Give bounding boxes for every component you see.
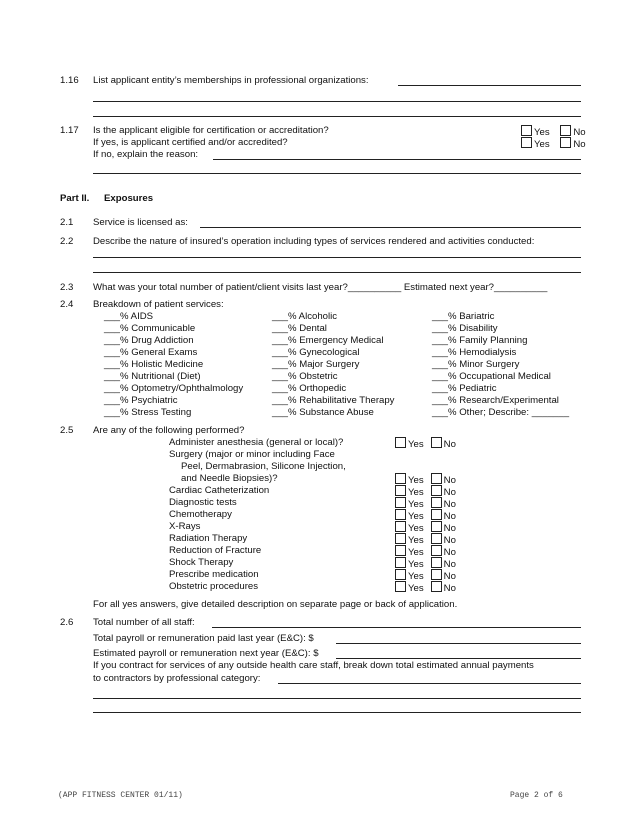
q24-text: Breakdown of patient services: [93,299,224,310]
yes-label: Yes [408,571,424,582]
service-item: ___% Communicable [104,323,196,334]
no-label: No [573,139,586,150]
no-label: No [443,499,456,510]
procedure-item: Diagnostic tests [169,497,237,508]
footer-page-number: Page 2 of 6 [510,791,563,800]
yes-checkbox[interactable] [521,125,532,136]
service-item: ___% Psychiatric [104,395,178,406]
q117-reason-field[interactable] [213,159,581,160]
no-checkbox[interactable] [560,125,571,136]
yes-checkbox[interactable] [521,137,532,148]
service-item: ___% Hemodialysis [432,347,517,358]
q117-question-2: If yes, is applicant certified and/or accredited? [93,137,288,148]
no-label: No [443,487,456,498]
q26-payroll-last-label: Total payroll or remuneration paid last year (E&C): $ [93,633,314,644]
q22-number: 2.2 [60,236,74,247]
service-item: ___% Stress Testing [104,407,192,418]
service-item: ___% Obstetric [272,371,338,382]
yes-label: Yes [408,547,424,558]
yes-checkbox[interactable] [395,509,406,520]
yes-label: Yes [408,523,424,534]
no-checkbox[interactable] [431,557,442,568]
no-checkbox[interactable] [431,581,442,592]
service-item: ___% Nutritional (Diet) [104,371,201,382]
q22-field-line-1[interactable] [93,257,581,258]
q26-contract-text-2: to contractors by professional category: [93,673,261,684]
procedure-item: Surgery (major or minor including Face [169,449,335,460]
q116-field-line-3[interactable] [93,116,581,117]
no-label: No [443,511,456,522]
yes-label: Yes [408,583,424,594]
q24-number: 2.4 [60,299,74,310]
part2-title: Exposures [104,193,154,204]
no-checkbox[interactable] [431,485,442,496]
no-label: No [443,523,456,534]
procedure-yes-no [395,437,456,450]
no-label: No [443,439,456,450]
yes-checkbox[interactable] [395,473,406,484]
service-item: ___% Minor Surgery [432,359,520,370]
procedure-item: Peel, Dermabrasion, Silicone Injection, [181,461,346,472]
q21-text: Service is licensed as: [93,217,188,228]
no-checkbox[interactable] [431,533,442,544]
service-item: ___% Substance Abuse [272,407,374,418]
procedure-yes-no [395,581,456,594]
service-item: ___% Holistic Medicine [104,359,204,370]
q21-field[interactable] [200,227,581,228]
q25-number: 2.5 [60,425,74,436]
yes-checkbox[interactable] [395,533,406,544]
procedure-item: Cardiac Catheterization [169,485,270,496]
service-item: ___% Family Planning [432,335,528,346]
service-item: ___% Orthopedic [272,383,347,394]
yes-checkbox[interactable] [395,545,406,556]
yes-label: Yes [408,499,424,510]
procedure-item: Prescribe medication [169,569,259,580]
no-label: No [443,535,456,546]
service-item: ___% Gynecological [272,347,360,358]
q117-question-1: Is the applicant eligible for certification or accreditation? [93,125,329,136]
service-item: ___% Other; Describe: _______ [432,407,570,418]
procedure-item: Shock Therapy [169,557,234,568]
no-label: No [573,127,586,138]
part2-number: Part II. [60,193,90,204]
service-item: ___% Drug Addiction [104,335,194,346]
procedure-item: X-Rays [169,521,201,532]
yes-label: Yes [408,475,424,486]
q25-text: Are any of the following performed? [93,425,245,436]
service-item: ___% Dental [272,323,327,334]
procedure-item: and Needle Biopsies)? [181,473,278,484]
q23-text: What was your total number of patient/client visits last year?__________ Estimated next year?__________ [93,282,548,293]
procedure-item: Radiation Therapy [169,533,248,544]
no-checkbox[interactable] [431,497,442,508]
yes-label: Yes [408,559,424,570]
service-item: ___% Emergency Medical [272,335,384,346]
q25-note: For all yes answers, give detailed description on separate page or back of application. [93,599,458,610]
procedure-item: Administer anesthesia (general or local)? [169,437,344,448]
yes-checkbox[interactable] [395,437,406,448]
yes-checkbox[interactable] [395,557,406,568]
q22-field-line-2[interactable] [93,272,581,273]
no-label: No [443,571,456,582]
no-checkbox[interactable] [431,545,442,556]
yes-label: Yes [408,487,424,498]
q26-staff-field[interactable] [212,627,581,628]
q21-number: 2.1 [60,217,74,228]
q116-number: 1.16 [60,75,79,86]
no-label: No [443,559,456,570]
no-checkbox[interactable] [431,473,442,484]
no-label: No [443,583,456,594]
q26-contract-line-3[interactable] [93,712,581,713]
no-checkbox[interactable] [560,137,571,148]
procedure-item: Reduction of Fracture [169,545,262,556]
service-item: ___% Major Surgery [272,359,360,370]
yes-checkbox[interactable] [395,581,406,592]
q26-contract-line-2[interactable] [93,698,581,699]
service-item: ___% General Exams [104,347,198,358]
q117-2-yes-no [521,137,586,150]
q26-contract-text-1: If you contract for services of any outside health care staff, break down total estimated annual payments [93,660,534,671]
no-label: No [443,475,456,486]
service-item: ___% Research/Experimental [432,395,559,406]
q26-payroll-next-label: Estimated payroll or remuneration next year (E&C): $ [93,648,319,659]
no-checkbox[interactable] [431,521,442,532]
no-checkbox[interactable] [431,569,442,580]
q117-reason-line-2[interactable] [93,173,581,174]
service-item: ___% Optometry/Ophthalmology [104,383,244,394]
yes-label: Yes [408,511,424,522]
q117-number: 1.17 [60,125,79,136]
yes-label: Yes [408,439,424,450]
procedure-item: Obstetric procedures [169,581,259,592]
q26-number: 2.6 [60,617,74,628]
yes-checkbox[interactable] [395,497,406,508]
no-label: No [443,547,456,558]
service-item: ___% Pediatric [432,383,497,394]
q26-payroll-next-field[interactable] [336,658,581,659]
q116-text: List applicant entity’s memberships in professional organizations: [93,75,369,86]
q23-number: 2.3 [60,282,74,293]
q116-field[interactable] [398,85,581,86]
service-item: ___% Disability [432,323,498,334]
service-item: ___% AIDS [104,311,154,322]
q117-question-3: If no, explain the reason: [93,149,199,160]
no-checkbox[interactable] [431,437,442,448]
q26-staff-label: Total number of all staff: [93,617,195,628]
q26-payroll-last-field[interactable] [336,643,581,644]
q116-field-line-2[interactable] [93,101,581,102]
yes-label: Yes [408,535,424,546]
procedure-item: Chemotherapy [169,509,232,520]
service-item: ___% Rehabilitative Therapy [272,395,395,406]
service-item: ___% Alcoholic [272,311,338,322]
yes-checkbox[interactable] [395,521,406,532]
yes-label: Yes [534,127,550,138]
yes-checkbox[interactable] [395,569,406,580]
yes-label: Yes [534,139,550,150]
service-item: ___% Bariatric [432,311,495,322]
service-item: ___% Occupational Medical [432,371,551,382]
q26-contract-field[interactable] [278,683,581,684]
q22-text: Describe the nature of insured’s operation including types of services rendered and activities conducted: [93,236,535,247]
no-checkbox[interactable] [431,509,442,520]
yes-checkbox[interactable] [395,485,406,496]
footer-form-id: (APP FITNESS CENTER 01/11) [58,791,183,800]
